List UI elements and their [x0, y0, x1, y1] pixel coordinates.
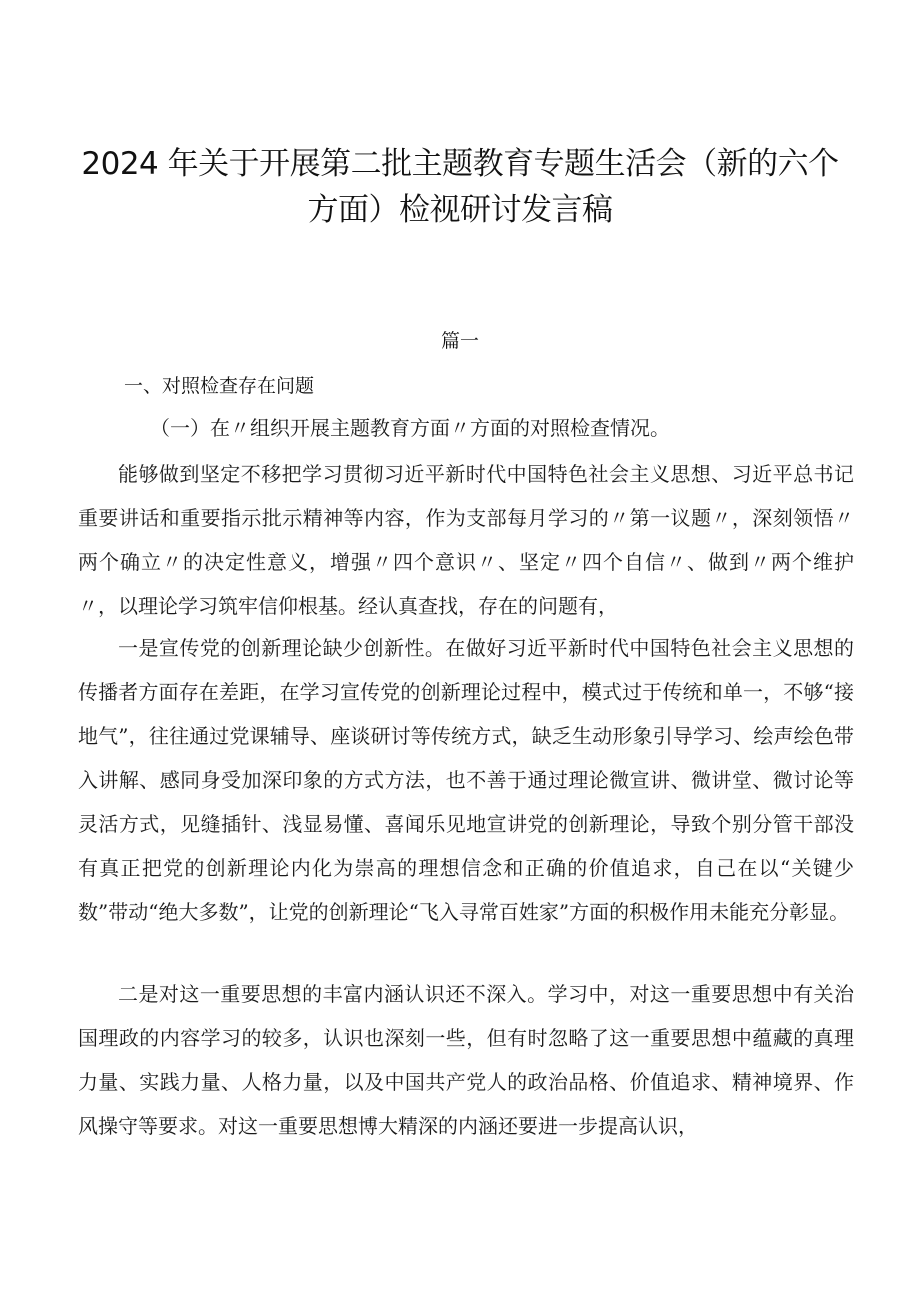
paragraph-1: 能够做到坚定不移把学习贯彻习近平新时代中国特色社会主义思想、习近平总书记重要讲话和重要指示批示精神等内容，作为支部每月学习的〃第一议题〃，深刻领悟〃两个确立〃的决定性意义，增强〃四个意识〃、坚定〃四个自信〃、做到〃两个维护〃，以理论学习筑牢信仰根基。经认真查找，存在的问题有， — [78, 462, 854, 618]
paragraph-2: 一是宣传党的创新理论缺少创新性。在做好习近平新时代中国特色社会主义思想的传播者方面存在差距，在学习宣传党的创新理论过程中，模式过于传统和单一，不够“接地气”，往往通过党课辅导、座谈研讨等传统方式，缺乏生动形象引导学习、绘声绘色带入讲解、感同身受加深印象的方式方法，也不善于通过理论微宣讲、微讲堂、微讨论等灵活方式，见缝插针、浅显易懂、喜闻乐见地宣讲党的创新理论，导致个别分管干部没有真正把党的创新理论内化为崇高的理想信念和正确的价值追求，自己在以“关键少数”带动“绝大多数”，让党的创新理论“飞入寻常百姓家”方面的积极作用未能充分彰显。 — [78, 636, 854, 924]
paragraph-3: 二是对这一重要思想的丰富内涵认识还不深入。学习中，对这一重要思想中有关治国理政的内容学习的较多，认识也深刻一些，但有时忽略了这一重要思想中蕴藏的真理力量、实践力量、人格力量，以及中国共产党人的政治品格、价值追求、精神境界、作风操守等要求。对这一重要思想博大精深的内涵还要进一步提高认识， — [78, 982, 854, 1138]
document-title-line-2: 方面）检视研讨发言稿 — [307, 192, 613, 228]
document-title-line-1: 2024 年关于开展第二批主题教育专题生活会（新的六个 — [81, 146, 839, 182]
chapter-heading: 篇一 — [440, 330, 479, 352]
section-heading: 一、对照检查存在问题 — [124, 375, 315, 397]
sub-item-heading: （一）在〃组织开展主题教育方面〃方面的对照检查情况。 — [150, 416, 670, 440]
